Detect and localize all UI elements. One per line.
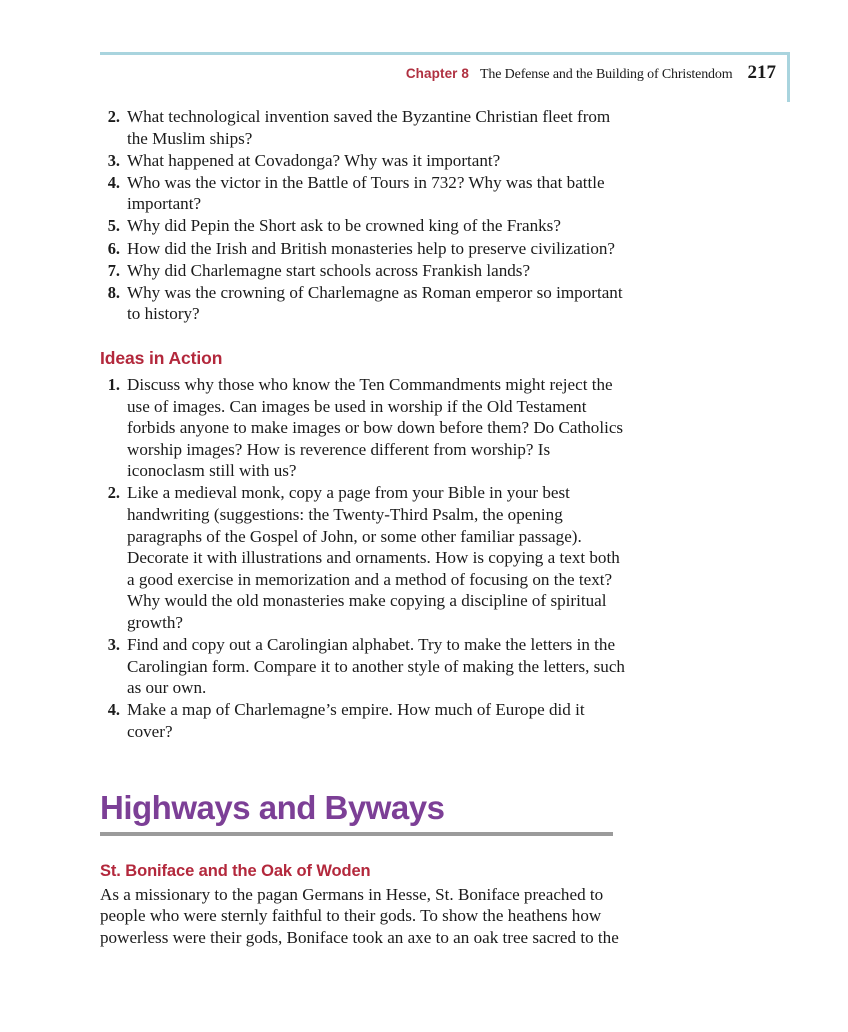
content-column [100,106,630,949]
list-item-number: 5. [107,216,120,236]
ideas-in-action-list [100,374,630,743]
list-item-text: Why did Charlemagne start schools across Frankish lands? [127,260,531,280]
st-boniface-subheading: St. Boniface and the Oak of Woden [100,861,371,880]
review-questions-list [100,106,630,325]
list-item-number: 3. [107,150,120,170]
list-item-number: 4. [107,172,120,192]
list-item-text: Why did Pepin the Short ask to be crowned king of the Franks? [127,216,561,236]
list-item [100,634,630,699]
list-item-text: Find and copy out a Carolingian alphabet. Try to make the letters in the Carolingian form. Compare it to another style of making the letters, such as our own. [127,635,625,698]
list-item [100,172,630,215]
running-head [100,52,790,83]
list-item-number: 2. [107,483,120,503]
list-item-text: How did the Irish and British monasteries help to preserve civilization? [127,238,615,258]
header-right-rule [787,52,790,102]
list-item-text: What technological invention saved the Byzantine Christian fleet from the Muslim ships? [127,107,611,148]
highways-and-byways-heading: Highways and Byways [100,788,445,826]
list-item-number: 8. [107,282,120,302]
list-item-text: What happened at Covadonga? Why was it important? [127,150,501,170]
list-item-text: Who was the victor in the Battle of Tours in 732? Why was that battle important? [127,172,605,214]
highways-and-byways-rule [100,832,613,836]
list-item [100,150,630,172]
header-text-line [406,62,776,84]
list-item [100,260,630,282]
list-item-number: 2. [107,107,120,126]
list-item [100,374,630,482]
list-item-text: Like a medieval monk, copy a page from your Bible in your best handwriting (suggestions: the Twenty-Third Psalm, the opening paragraphs of the Gospel of John, or some other familiar passage). Decorate it with illustrations and ornaments. How is copying a text both a good exercise in memorization and a method of focusing on the text? Why would the old monasteries make copying a discipline of spiritual growth? [127,483,620,632]
list-item [100,699,630,742]
list-item [100,215,630,237]
list-item [100,482,630,633]
list-item-number: 6. [107,238,120,258]
list-item-number: 7. [107,260,120,280]
list-item-text: Why was the crowning of Charlemagne as Roman emperor so important to history? [127,282,623,324]
list-item [100,238,630,260]
list-item-number: 1. [107,374,120,394]
list-item-number: 4. [107,700,120,720]
list-item [100,106,630,149]
chapter-title: The Defense and the Building of Christendom [480,67,733,82]
list-item-number: 3. [107,635,120,655]
list-item-text: Discuss why those who know the Ten Commandments might reject the use of images. Can images be used in worship if the Old Testament forbids anyone to make images or bow down before them? Do Catholics worship images? How is reverence different from worship? Is iconoclasm still with us? [127,374,624,481]
list-item-text: Make a map of Charlemagne’s empire. How much of Europe did it cover? [127,700,585,741]
chapter-label: Chapter 8 [405,66,469,81]
st-boniface-paragraph: As a missionary to the pagan Germans in Hesse, St. Boniface preached to people who were sternly faithful to their gods. To show the heathens how powerless were their gods, Boniface took an axe to an oak tree sacred to the [100,884,619,948]
page-number: 217 [747,62,776,83]
ideas-in-action-heading: Ideas in Action [100,347,223,368]
header-top-rule [100,52,790,55]
list-item [100,282,630,325]
